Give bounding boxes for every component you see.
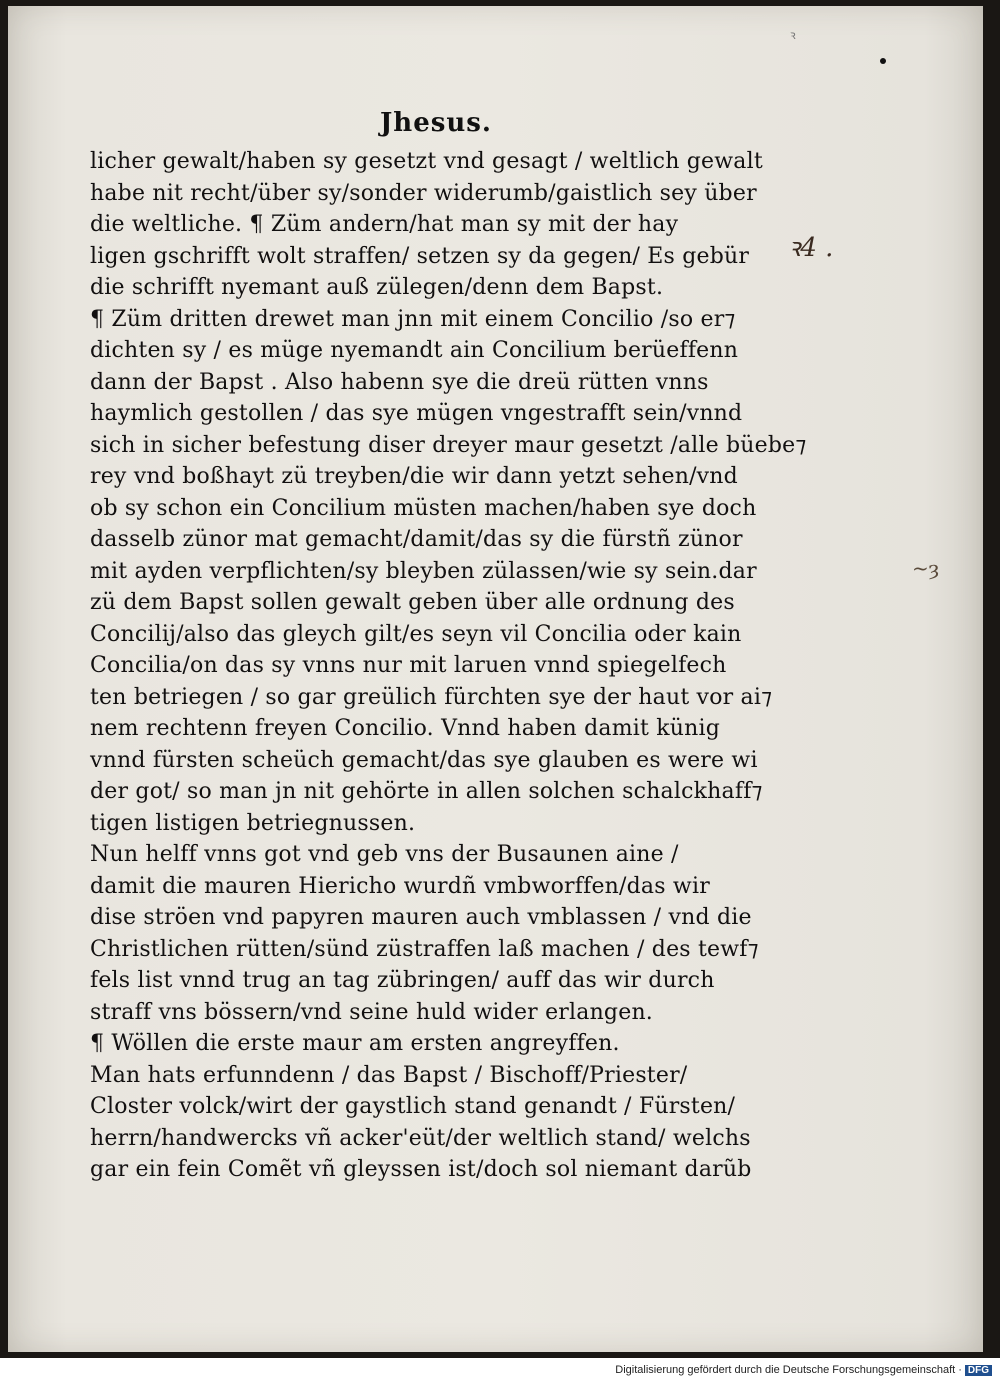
text-line: Christlichen rütten/sünd züstraffen laß machen / des tewf⁊ <box>90 936 759 962</box>
text-line: der got/ so man jn nit gehörte in allen solchen schalckhaff⁊ <box>90 779 763 804</box>
margin-scribble: ~ȝ <box>912 556 940 580</box>
text-line: ob sy schon ein Concilium müsten machen/haben sye doch <box>90 495 757 521</box>
text-line: ¶ Wöllen die erste maur am ersten angreyffen. <box>90 1031 620 1056</box>
text-line: herrn/handwercks vñ acker'eüt/der weltlich stand/ welchs <box>90 1125 751 1151</box>
text-line: tigen listigen betriegnussen. <box>90 810 416 836</box>
text-line: ten betriegen / so gar greülich fürchten sye der haut vor ai⁊ <box>90 684 773 710</box>
text-line: dasselb zünor mat gemacht/damit/das sy die fürstñ zünor <box>90 527 743 552</box>
text-line: haymlich gestollen / das sye mügen vngestrafft sein/vnnd <box>90 401 743 426</box>
ink-dot <box>880 58 886 64</box>
text-line: nem rechtenn freyen Concilio. Vnnd haben damit künig <box>90 716 721 741</box>
text-line: die weltliche. ¶ Züm andern/hat man sy mit der hay <box>90 212 679 237</box>
text-line: damit die mauren Hiericho wurdñ vmbworffen/das wir <box>90 873 710 899</box>
top-margin-mark: ꝛ <box>790 28 796 42</box>
page-header: Jhesus. <box>380 108 492 138</box>
text-line: fels list vnnd trug an tag zübringen/ auff das wir durch <box>90 968 715 993</box>
text-line: mit ayden verpflichten/sy bleyben zülassen/wie sy sein.dar <box>90 558 757 584</box>
text-line: zü dem Bapst sollen gewalt geben über alle ordnung des <box>90 590 735 615</box>
text-line: Concilij/also das gleych gilt/es seyn vil Concilia oder kain <box>90 621 742 647</box>
text-line: gar ein fein Comẽt vñ gleyssen ist/doch sol niemant darũb <box>90 1157 752 1182</box>
credit-text: Digitalisierung gefördert durch die Deutsche Forschungsgemeinschaft <box>615 1364 956 1376</box>
text-line: Closter volck/wirt der gaystlich stand genandt / Fürsten/ <box>90 1094 736 1119</box>
text-line: Man hats erfunndenn / das Bapst / Bischoff/Priester/ <box>90 1062 688 1088</box>
text-line: sich in sicher befestung diser dreyer maur gesetzt /alle büebe⁊ <box>90 432 807 458</box>
text-line: Concilia/on das sy vnns nur mit laruen vnnd spiegelfech <box>90 653 727 678</box>
text-line: dann der Bapst . Also habenn sye die dreü rütten vnns <box>90 369 709 395</box>
footer-credit: Digitalisierung gefördert durch die Deutsche Forschungsgemeinschaft · DFG <box>615 1364 992 1376</box>
margin-annotation: ꝛ4 . <box>788 233 834 263</box>
text-line: licher gewalt/haben sy gesetzt vnd gesagt / weltlich gewalt <box>90 149 763 174</box>
text-line: rey vnd boßhayt zü treyben/die wir dann yetzt sehen/vnd <box>90 464 738 489</box>
text-line: die schrifft nyemant auß zülegen/denn dem Bapst. <box>90 275 664 300</box>
text-line: vnnd fürsten scheüch gemacht/das sye glauben es were wi <box>90 747 758 773</box>
text-line: dise ströen vnd papyren mauren auch vmblassen / vnd die <box>90 905 752 930</box>
body-text <box>90 146 807 1186</box>
text-line: habe nit recht/über sy/sonder widerumb/gaistlich sey über <box>90 180 757 206</box>
text-line: dichten sy / es müge nyemandt ain Concilium berüeffenn <box>90 338 739 363</box>
text-line: ligen gschrifft wolt straffen/ setzen sy da gegen/ Es gebür <box>90 243 750 269</box>
text-line: Nun helff vnns got vnd geb vns der Busaunen aine / <box>90 842 679 867</box>
text-line: straff vns bössern/vnd seine huld wider erlangen. <box>90 999 654 1025</box>
dfg-logo: DFG <box>965 1365 992 1376</box>
text-line: ¶ Züm dritten drewet man jnn mit einem Concilio /so er⁊ <box>90 306 736 332</box>
